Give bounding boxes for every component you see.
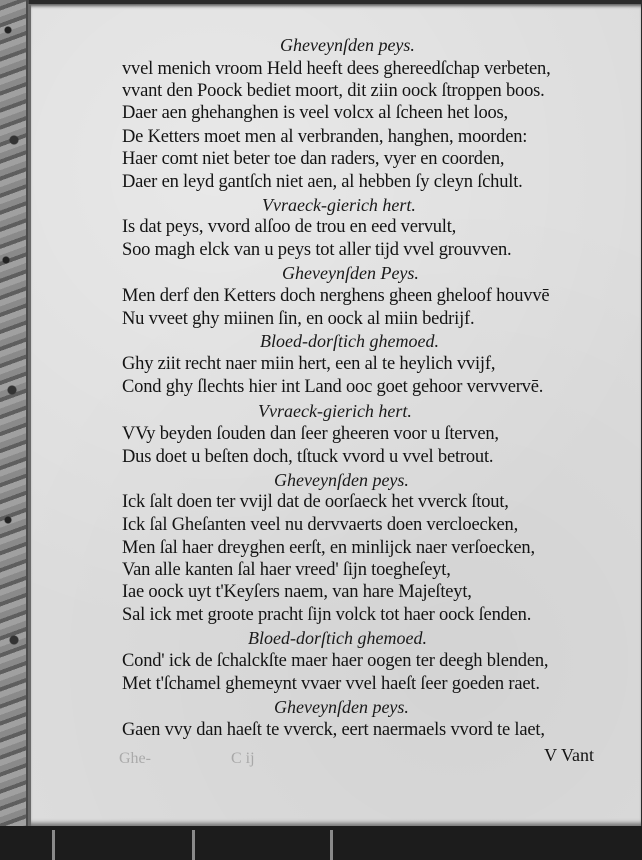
speaker-heading: Bloed-dorſtich ghemoed. <box>260 331 439 351</box>
verse-line: Nu vveet ghy miinen ſin, en oock al miin bedrijf. <box>122 309 475 329</box>
speaker-heading: Gheveynſden Peys. <box>282 263 419 283</box>
verse-line: Men derf den Ketters doch nerghens gheen gheloof houvvē <box>122 286 550 306</box>
speaker-heading: Gheveynſden peys. <box>274 470 409 490</box>
verse-line: Men ſal haer dreyghen eerſt, en minlijck naer verſoecken, <box>122 538 535 558</box>
catchword: V Vant <box>544 745 594 765</box>
verse-line: Ick ſalt doen ter vvijl dat de oorſaeck het vverck ſtout, <box>122 492 509 512</box>
verse-line: De Ketters moet men al verbranden, hanghen, moorden: <box>122 127 528 147</box>
verse-line: Iae oock uyt t'Keyſers naem, van hare Majeſteyt, <box>122 582 472 602</box>
speaker-heading: Gheveynſden peys. <box>274 697 409 717</box>
verse-line: vvel menich vroom Held heeft dees ghereedſchap verbeten, <box>122 59 551 79</box>
verse-line: Soo magh elck van u peys tot aller tijd vvel grouvven. <box>122 240 512 260</box>
verse-line: Met t'ſchamel ghemeynt vvaer vvel haeſt ſeer goeden raet. <box>122 674 540 694</box>
verse-line: Sal ick met groote pracht ſijn volck tot haer oock ſenden. <box>122 605 532 625</box>
verse-line: vvant den Poock bediet moort, dit ziin oock ſtroppen boos. <box>122 81 545 101</box>
verse-line: Is dat peys, vvord alſoo de trou en eed vervult, <box>122 217 457 237</box>
bleed-through-signature: C ij <box>231 750 255 767</box>
shelf-post <box>192 830 195 860</box>
bleed-through-ghost-word: Ghe- <box>119 750 151 767</box>
verse-line: Cond ghy ſlechts hier int Land ooc goet gehoor vervvervē. <box>122 377 544 397</box>
verse-line: Daer en leyd gantſch niet aen, al hebben ſy cleyn ſchult. <box>122 172 523 192</box>
verse-line: VVy beyden ſouden dan ſeer gheeren voor u ſterven, <box>122 424 499 444</box>
bottom-shelf <box>0 826 642 860</box>
verse-line: Van alle kanten ſal haer vreed' ſijn toegheſeyt, <box>122 560 451 580</box>
speaker-heading: Gheveynſden peys. <box>280 35 415 55</box>
verse-line: Dus doet u beſten doch, tſtuck vvord u vvel betrout. <box>122 447 494 467</box>
verse-line: Daer aen ghehanghen is veel volcx al ſcheen het loos, <box>122 103 508 123</box>
shelf-post <box>52 830 55 860</box>
verse-line: Ghy ziit recht naer miin hert, een al te heylich vvijf, <box>122 354 496 374</box>
verse-line: Haer comt niet beter toe dan raders, vyer en coorden, <box>122 149 505 169</box>
speaker-heading: Vvraeck-gierich hert. <box>258 401 412 421</box>
speaker-heading: Bloed-dorſtich ghemoed. <box>248 628 427 648</box>
shelf-post <box>330 830 333 860</box>
book-binding-edge <box>0 0 29 860</box>
verse-line: Cond' ick de ſchalckſte maer haer oogen ter deegh blenden, <box>122 651 549 671</box>
verse-line: Ick ſal Gheſanten veel nu dervvaerts doen vercloecken, <box>122 515 519 535</box>
verse-line: Gaen vvy dan haeſt te vverck, eert naermaels vvord te laet, <box>122 720 545 740</box>
speaker-heading: Vvraeck-gierich hert. <box>262 195 416 215</box>
